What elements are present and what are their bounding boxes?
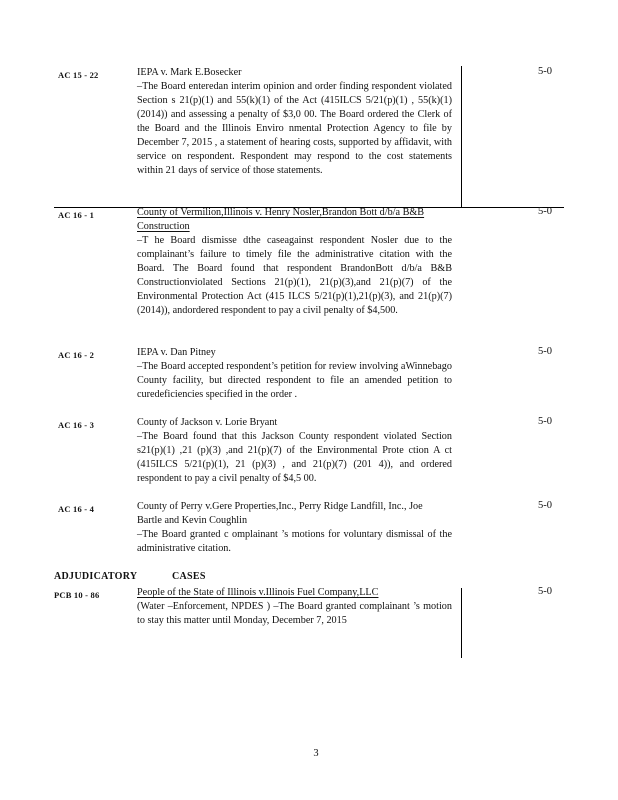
case-body bbox=[137, 66, 452, 178]
vote-tally: 5-0 bbox=[538, 66, 552, 77]
vote-tally: 5-0 bbox=[538, 586, 552, 597]
vote-tally: 5-0 bbox=[538, 500, 552, 511]
section-heading-right: CASES bbox=[172, 571, 206, 582]
case-summary: –T he Board dismisse dthe caseagainst respondent Nosler due to the complainant’s failure to timely file the administrative citation with the Board. The Board found that respondent BrandonBott d/b/a B&B Constructionviolated Sections 21(p)(1), 21(p)(3),and 21(p)(7) of the Environmental Protection Act (415 ILCS 5/21(p)(1),21(p)(3), and 21(p)(7) (2014)), andordered respondent to pay a civil penalty of $4,500. bbox=[137, 235, 452, 316]
docket-number: AC 16 - 4 bbox=[58, 504, 95, 514]
case-summary: –The Board found that this Jackson County respondent violated Section s21(p)(1) ,21 (p)(3) ,and 21(p)(7) of the Environmental Prote ction A ct (415ILCS 5/21(p)(1), 21 (p)(3) , and 21(p)(7) (201 4)), and ordered respondent to pay a civil penalty of $4,5 00. bbox=[137, 431, 452, 484]
vote-tally: 5-0 bbox=[538, 416, 552, 427]
column-divider bbox=[461, 66, 462, 208]
case-title: IEPA v. Mark E.Bosecker bbox=[137, 67, 242, 78]
case-summary: –The Board granted c omplainant ’s motions for voluntary dismissal of the administrative citation. bbox=[137, 529, 452, 554]
docket-number: AC 15 - 22 bbox=[58, 70, 99, 80]
docket-number: AC 16 - 3 bbox=[58, 420, 95, 430]
case-summary: (Water –Enforcement, NPDES ) –The Board granted complainant ’s motion to stay this matter until Monday, December 7, 2015 bbox=[137, 601, 452, 626]
case-summary: –The Board enteredan interim opinion and order finding respondent violated Section s 21(p)(1) and 55(k)(1) of the Act (415ILCS 5/21(p)(1) , 55(k)(1) (2014)) and assessing a penalty of $3,0 00. The Board ordered the Clerk of the Board and the Illinois Enviro nmental Protection Agency to file by December 7, 2015 , a statement of hearing costs, supported by affidavit, with service on respondent. Respondent may respond to the cost statements within 21 days of service of those statements. bbox=[137, 81, 452, 176]
docket-number: PCB 10 - 86 bbox=[54, 590, 100, 600]
case-body bbox=[137, 586, 452, 628]
case-title: County of Perry v.Gere Properties,Inc., Perry Ridge Landfill, Inc., Joe Bartle and Kevin Coughlin bbox=[137, 501, 423, 526]
case-title: People of the State of Illinois v.Illinois Fuel Company,LLC bbox=[137, 587, 379, 598]
case-summary: –The Board accepted respondent’s petition for review involving aWinnebago County facility, but directed respondent to file an amended petition to curedeficiencies specified in the order . bbox=[137, 361, 452, 400]
vote-tally: 5-0 bbox=[538, 206, 552, 217]
case-body bbox=[137, 416, 452, 486]
case-title: IEPA v. Dan Pitney bbox=[137, 347, 216, 358]
section-heading-left: ADJUDICATORY bbox=[54, 571, 138, 582]
case-body bbox=[137, 346, 452, 402]
vote-tally: 5-0 bbox=[538, 346, 552, 357]
case-body bbox=[137, 500, 452, 556]
case-title: County of Jackson v. Lorie Bryant bbox=[137, 417, 278, 428]
column-divider bbox=[461, 588, 462, 658]
page-number: 3 bbox=[313, 748, 319, 759]
case-body bbox=[137, 206, 452, 318]
case-title: County of Vermilion,Illinois v. Henry Nosler,Brandon Bott d/b/a B&B Construction bbox=[137, 207, 425, 232]
docket-number: AC 16 - 1 bbox=[58, 210, 95, 220]
docket-number: AC 16 - 2 bbox=[58, 350, 95, 360]
